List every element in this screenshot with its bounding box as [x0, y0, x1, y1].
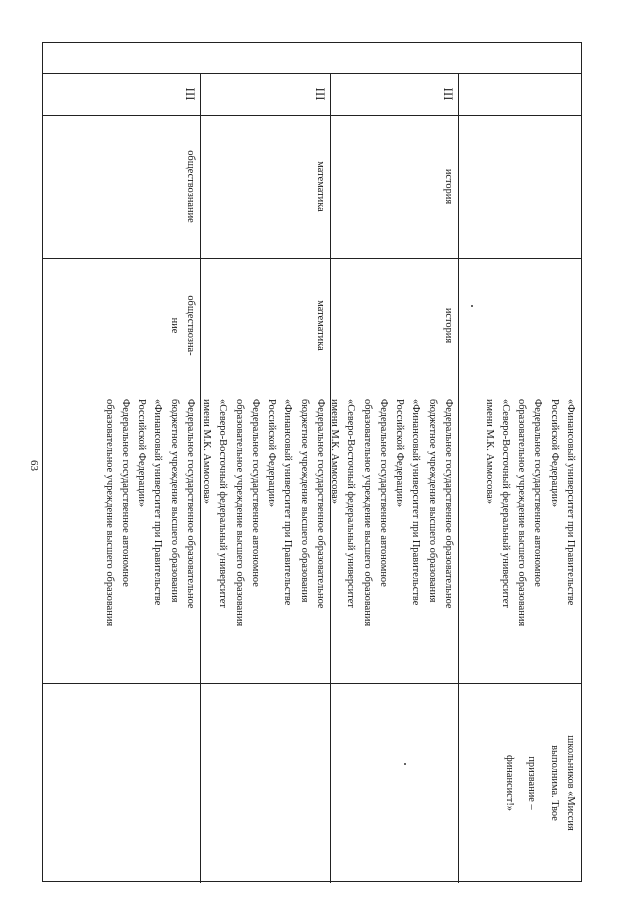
subject-text: обществознание: [185, 150, 196, 223]
organizer-cell: [41, 393, 201, 683]
profile-text: обществозна-: [185, 295, 196, 356]
profile-text: история: [443, 307, 454, 344]
organizer-line: бюджетное учреждение высшего образования: [168, 399, 180, 603]
organizer-line: бюджетное учреждение высшего образования: [426, 399, 438, 603]
scan-speck: [471, 305, 473, 307]
organizer-line: «Северо-Восточный федеральный университет: [217, 399, 229, 608]
level-text: III: [441, 87, 456, 101]
organizer-line: Федеральное государственное образовательное: [443, 399, 454, 609]
event-name-line: школьников «Миссия: [565, 735, 576, 831]
organizer-line: образовательное учреждение высшего образования: [516, 399, 528, 627]
organizer-line: Федеральное государственное автономное: [249, 399, 261, 587]
level-text: III: [183, 87, 198, 101]
organizer-line: Российской Федерации»: [548, 399, 560, 508]
organizer-cell: [328, 393, 459, 683]
organizer-line: Федеральное государственное образовательное: [185, 399, 196, 609]
event-name-line: выполнима. Твое: [548, 745, 560, 821]
organizer-line: имени М.К. Аммосова»: [200, 399, 212, 504]
level-cell: [41, 73, 201, 115]
organizer-line: бюджетное учреждение высшего образования: [298, 399, 310, 603]
organizer-line: Федеральное государственное автономное: [119, 399, 131, 587]
event-name-line: призвание –: [526, 756, 538, 810]
organizer-line: образовательное учреждение высшего образования: [361, 399, 373, 627]
subject-cell: [201, 115, 331, 258]
level-text: III: [313, 87, 328, 101]
organizer-line: Федеральное государственное автономное: [377, 399, 389, 587]
organizer-line: имени М.К. Аммосова»: [483, 399, 495, 504]
organizer-line: «Финансовый университет при Правительстве: [282, 399, 294, 606]
subject-text: история: [443, 168, 454, 205]
page-number: 63: [28, 460, 40, 471]
organizer-cell: [201, 393, 331, 683]
subject-cell: [331, 115, 459, 258]
organizer-line: Федеральное государственное образовательное: [315, 399, 326, 609]
event-name-cell: [459, 683, 581, 883]
organizer-line: образовательное учреждение высшего образования: [233, 399, 245, 627]
organizer-cell: [459, 393, 581, 683]
organizer-line: Российской Федерации»: [266, 399, 278, 508]
organizer-line: «Финансовый университет при Правительстве: [152, 399, 164, 606]
organizer-line: «Финансовый университет при Правительстве: [410, 399, 422, 606]
rotated-page-content: [42, 42, 582, 882]
profile-cell: [201, 258, 331, 393]
organizer-line: Федеральное государственное автономное: [532, 399, 544, 587]
organizer-line: имени М.К. Аммосова»: [328, 399, 340, 504]
organizer-line: «Финансовый университет при Правительстве: [565, 399, 576, 606]
organizer-line: «Северо-Восточный федеральный университет: [345, 399, 357, 608]
organizer-line: образовательное учреждение высшего образования: [103, 399, 115, 627]
level-cell: [331, 73, 459, 115]
profile-cell: [331, 258, 459, 393]
subject-text: математика: [315, 161, 326, 212]
subject-cell: [41, 115, 201, 258]
organizer-line: Российской Федерации»: [136, 399, 148, 508]
profile-text: математика: [315, 300, 326, 351]
level-cell: [201, 73, 331, 115]
profile-cell: [41, 258, 201, 393]
olympiad-table: [42, 42, 582, 882]
profile-text: ние: [168, 317, 180, 334]
event-name-line: финансист!»: [504, 754, 516, 811]
organizer-line: «Северо-Восточный федеральный университет: [499, 399, 511, 608]
organizer-line: Российской Федерации»: [394, 399, 406, 508]
scan-speck: [404, 763, 406, 765]
